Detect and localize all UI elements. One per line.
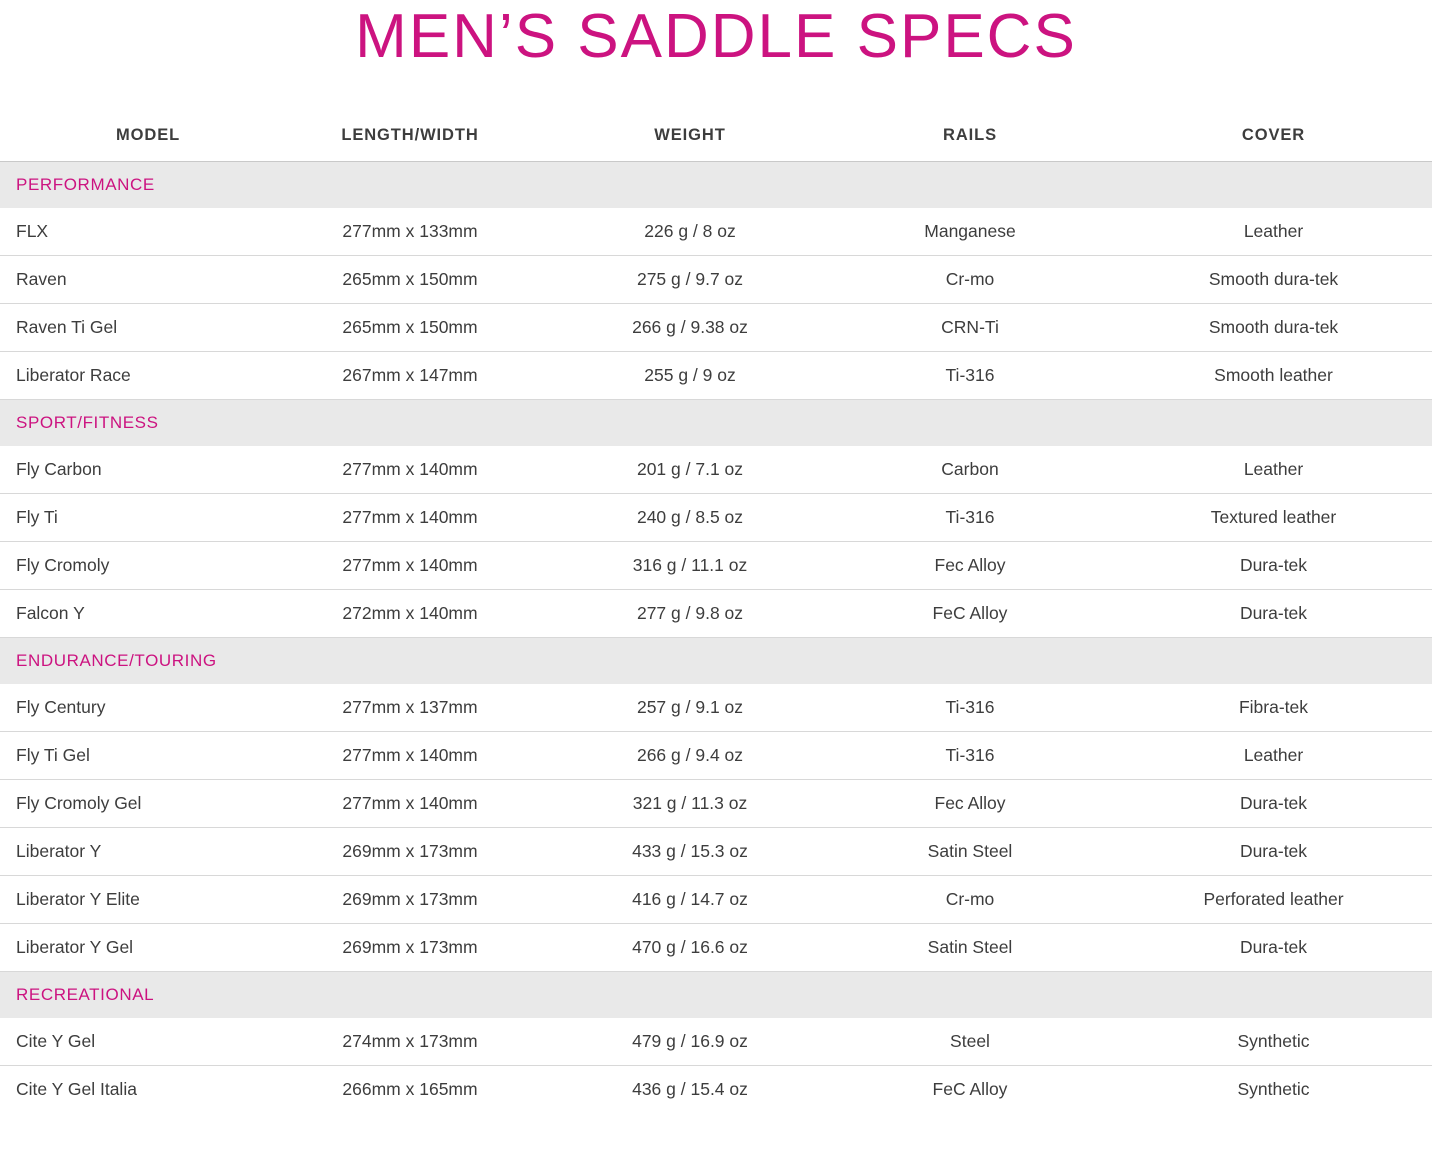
cell-value: Cr-mo <box>825 256 1115 304</box>
table-row <box>0 732 1432 780</box>
table-group-label: PERFORMANCE <box>0 162 1432 209</box>
table-row <box>0 542 1432 590</box>
cell-model: Liberator Y Elite <box>0 876 265 924</box>
cell-value: Synthetic <box>1237 1079 1310 1099</box>
cell-value: Fec Alloy <box>825 542 1115 590</box>
cell-value: 433 g / 15.3 oz <box>555 828 825 876</box>
cell-model: Fly Cromoly <box>0 542 265 590</box>
cell-value: 272mm x 140mm <box>265 590 555 638</box>
table-group-row <box>0 400 1432 447</box>
cell-value: 269mm x 173mm <box>265 828 555 876</box>
cell-value: Fec Alloy <box>825 780 1115 828</box>
cell-value: Dura-tek <box>1115 780 1432 828</box>
cell-model: Fly Ti <box>0 494 265 542</box>
table-row <box>0 352 1432 400</box>
cell-value: 436 g / 15.4 oz <box>632 1079 748 1099</box>
column-header-length-width: LENGTH/WIDTH <box>265 126 555 162</box>
cell-value: 277mm x 140mm <box>265 542 555 590</box>
cell-value: 274mm x 173mm <box>265 1018 555 1066</box>
table-row <box>0 256 1432 304</box>
cell-model: Cite Y Gel <box>0 1018 265 1066</box>
table-group-row <box>0 162 1432 209</box>
cell-value: 277mm x 140mm <box>265 494 555 542</box>
cell-model: Fly Ti Gel <box>0 732 265 780</box>
cell-value: 265mm x 150mm <box>265 304 555 352</box>
cell-value: Dura-tek <box>1115 542 1432 590</box>
cell-value: Manganese <box>825 208 1115 256</box>
cell-value: 266 g / 9.4 oz <box>555 732 825 780</box>
column-header-rails: RAILS <box>825 126 1115 162</box>
cell-value: 267mm x 147mm <box>265 352 555 400</box>
cell-value: 479 g / 16.9 oz <box>555 1018 825 1066</box>
cell-value: 277mm x 140mm <box>265 780 555 828</box>
cell-model: Raven Ti Gel <box>0 304 265 352</box>
cell-value: Textured leather <box>1115 494 1432 542</box>
cell-value: 240 g / 8.5 oz <box>555 494 825 542</box>
cell-value: 201 g / 7.1 oz <box>555 446 825 494</box>
cell-value: Carbon <box>825 446 1115 494</box>
saddle-specs-table <box>0 126 1432 1113</box>
cell-model: Cite Y Gel Italia <box>16 1079 137 1099</box>
cell-value: 269mm x 173mm <box>265 876 555 924</box>
cell-value: 416 g / 14.7 oz <box>555 876 825 924</box>
table-row <box>0 304 1432 352</box>
table-row <box>0 590 1432 638</box>
cell-value: Satin Steel <box>825 828 1115 876</box>
table-row <box>0 446 1432 494</box>
table-body <box>0 162 1432 1114</box>
table-row <box>0 1066 1432 1114</box>
table-row <box>0 494 1432 542</box>
cell-value: Satin Steel <box>825 924 1115 972</box>
cell-model: FLX <box>0 208 265 256</box>
cell-value: Fibra-tek <box>1115 684 1432 732</box>
column-header-model: MODEL <box>0 126 265 162</box>
cell-model: Fly Carbon <box>0 446 265 494</box>
table-row <box>0 828 1432 876</box>
cell-value: 269mm x 173mm <box>265 924 555 972</box>
cell-value: 277mm x 137mm <box>265 684 555 732</box>
cell-value: Dura-tek <box>1115 828 1432 876</box>
cell-value: Ti-316 <box>825 732 1115 780</box>
cell-value: Ti-316 <box>825 684 1115 732</box>
cell-value: Dura-tek <box>1115 924 1432 972</box>
cell-value: Leather <box>1115 446 1432 494</box>
table-row <box>0 684 1432 732</box>
table-group-label: ENDURANCE/TOURING <box>0 638 1432 685</box>
cell-value: 277 g / 9.8 oz <box>555 590 825 638</box>
table-group-row <box>0 638 1432 685</box>
column-header-weight: WEIGHT <box>555 126 825 162</box>
cell-value: Ti-316 <box>825 352 1115 400</box>
page-title: MEN’S SADDLE SPECS <box>355 2 1077 71</box>
cell-value: FeC Alloy <box>932 1079 1008 1099</box>
table-group-label: RECREATIONAL <box>0 972 1432 1019</box>
cell-model: Liberator Y Gel <box>0 924 265 972</box>
cell-model: Fly Cromoly Gel <box>0 780 265 828</box>
cell-value: 277mm x 133mm <box>265 208 555 256</box>
cell-value: FeC Alloy <box>825 590 1115 638</box>
cell-model: Fly Century <box>0 684 265 732</box>
cell-value: Leather <box>1115 208 1432 256</box>
cell-value: Leather <box>1115 732 1432 780</box>
cell-value: Smooth dura-tek <box>1115 304 1432 352</box>
cell-value: Ti-316 <box>825 494 1115 542</box>
cell-value: 266 g / 9.38 oz <box>555 304 825 352</box>
cell-model: Falcon Y <box>0 590 265 638</box>
cell-value: 470 g / 16.6 oz <box>555 924 825 972</box>
cell-value: Smooth leather <box>1115 352 1432 400</box>
cell-value: 321 g / 11.3 oz <box>555 780 825 828</box>
cell-value: Perforated leather <box>1115 876 1432 924</box>
cell-model: Liberator Y <box>0 828 265 876</box>
cell-value: 316 g / 11.1 oz <box>555 542 825 590</box>
table-row <box>0 876 1432 924</box>
cell-value: 277mm x 140mm <box>265 446 555 494</box>
column-header-cover: COVER <box>1115 126 1432 162</box>
cell-value: Dura-tek <box>1115 590 1432 638</box>
cell-value: Smooth dura-tek <box>1115 256 1432 304</box>
cell-value: 277mm x 140mm <box>265 732 555 780</box>
table-row <box>0 1018 1432 1066</box>
cell-model: Raven <box>0 256 265 304</box>
cell-value: 265mm x 150mm <box>265 256 555 304</box>
header-row <box>0 126 1432 162</box>
table-group-row <box>0 972 1432 1019</box>
cell-value: Synthetic <box>1115 1018 1432 1066</box>
table-row <box>0 924 1432 972</box>
cell-value: Cr-mo <box>825 876 1115 924</box>
cell-value: 257 g / 9.1 oz <box>555 684 825 732</box>
table-row <box>0 208 1432 256</box>
cell-value: 255 g / 9 oz <box>555 352 825 400</box>
cell-model: Liberator Race <box>0 352 265 400</box>
cell-value: 266mm x 165mm <box>342 1079 478 1099</box>
cell-value: 275 g / 9.7 oz <box>555 256 825 304</box>
table-header <box>0 126 1432 162</box>
table-group-label: SPORT/FITNESS <box>0 400 1432 447</box>
cell-value: Steel <box>825 1018 1115 1066</box>
table-row <box>0 780 1432 828</box>
cell-value: 226 g / 8 oz <box>555 208 825 256</box>
cell-value: CRN-Ti <box>825 304 1115 352</box>
